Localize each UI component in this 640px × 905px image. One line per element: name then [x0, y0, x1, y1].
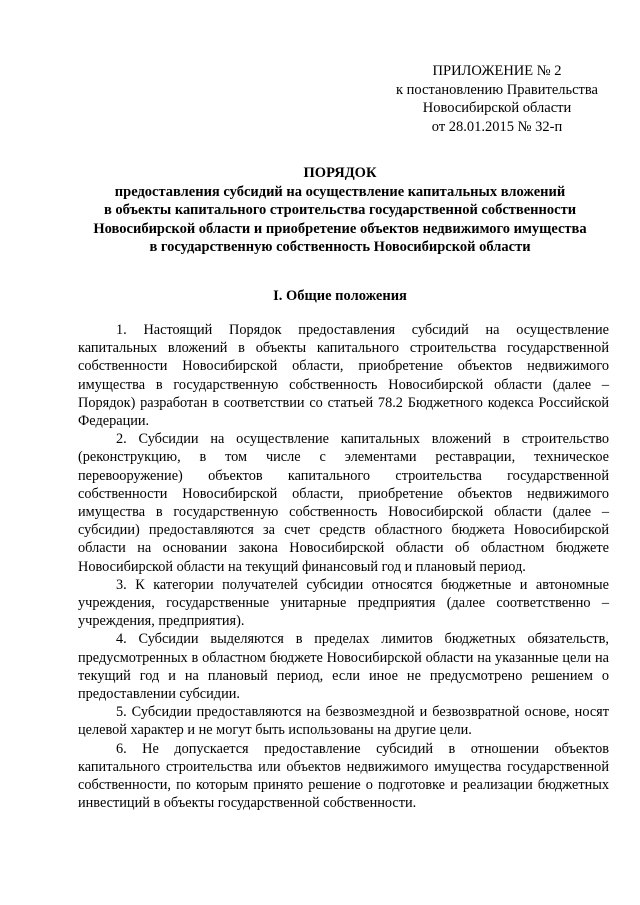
paragraph-6: 6. Не допускается предоставление субсидий в отношении объектов капитального строительства или объектов недвижимого имущества государственной собственности, по которым принято решение о подготовке и реализации бюджетных инвестиций в объекты государственной собственности. [78, 740, 609, 812]
appendix-header [372, 62, 622, 136]
title-line-2: в объекты капитального строительства государственной собственности [103, 202, 577, 218]
title-line-1: предоставления субсидий на осуществление капитальных вложений [114, 183, 566, 200]
appendix-number: ПРИЛОЖЕНИЕ № 2 [432, 63, 562, 79]
title-line-3: Новосибирской области и приобретение объектов недвижимого имущества [93, 220, 587, 237]
body-text [78, 321, 609, 812]
appendix-date-number: от 28.01.2015 № 32-п [431, 118, 563, 135]
title-line-4: в государственную собственность Новосибирской области [149, 239, 531, 255]
document-title [78, 164, 602, 257]
paragraph-5: 5. Субсидии предоставляются на безвозмездной и безвозвратной основе, носят целевой характер и не могут быть использованы на другие цели. [78, 704, 609, 739]
paragraph-3: 3. К категории получателей субсидии относятся бюджетные и автономные учреждения, государственные унитарные предприятия (далее соответственно – учреждения, предприятия). [78, 576, 609, 630]
appendix-region: Новосибирской области [422, 100, 572, 116]
paragraph-1: 1. Настоящий Порядок предоставления субсидий на осуществление капитальных вложений в объекты капитального строительства государственной собственности Новосибирской области, приобретение объектов недвижимого имущества в государственную собственность Новосибирской области (далее – Порядок) разработан в соответствии со статьей 78.2 Бюджетного кодекса Российской Федерации. [78, 322, 609, 430]
paragraph-4: 4. Субсидии выделяются в пределах лимитов бюджетных обязательств, предусмотренных в областном бюджете Новосибирской области на указанные цели на текущий год и на плановый период, если иное не предусмотрено решением о предоставлении субсидии. [78, 631, 609, 703]
paragraph-2: 2. Субсидии на осуществление капитальных вложений в строительство (реконструкцию, в том числе с элементами реставрации, техническое перевооружение) объектов капитального строительства государственной собственности Новосибирской области, приобретение объектов недвижимого имущества в государственную собственность Новосибирской области (далее – субсидии) предоставляются за счет средств областного бюджета Новосибирской области на основании закона Новосибирской области об областном бюджете Новосибирской области на текущий финансовый год и плановый период. [78, 431, 609, 575]
section-heading: I. Общие положения [273, 288, 407, 304]
appendix-reference: к постановлению Правительства [396, 81, 598, 98]
title-heading: ПОРЯДОК [303, 165, 377, 181]
